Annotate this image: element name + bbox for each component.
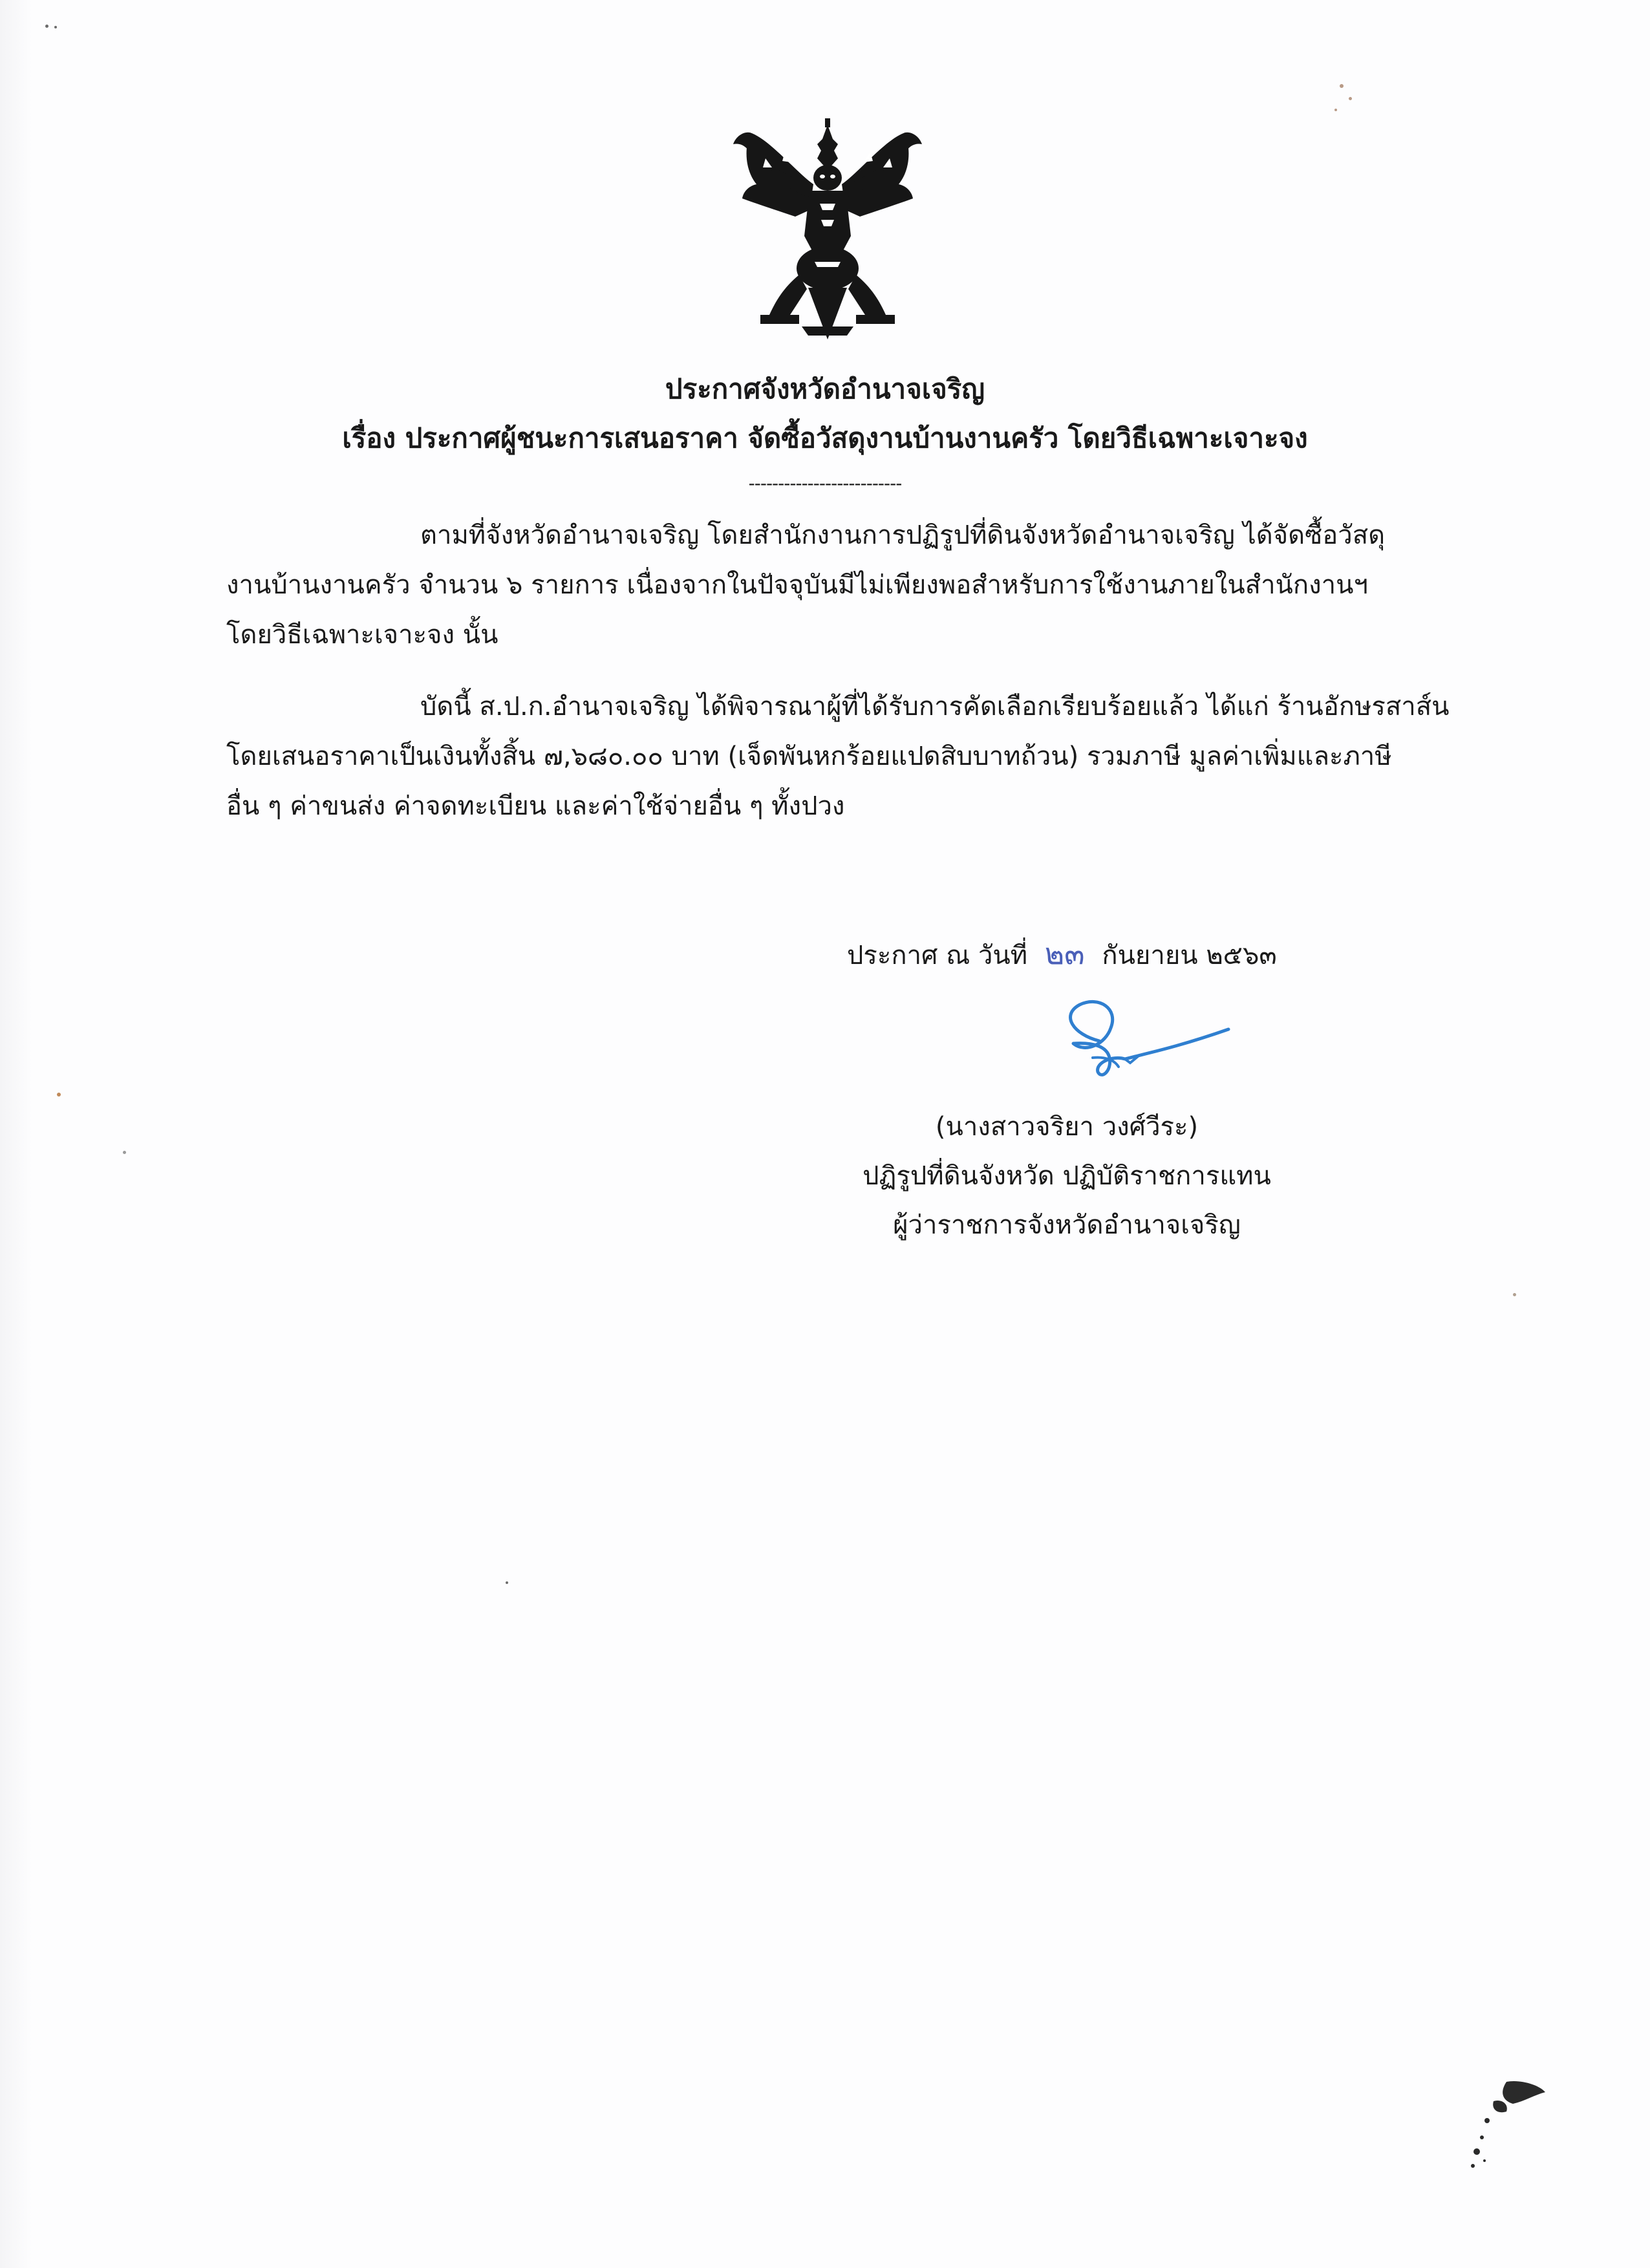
announcement-date [847, 931, 1277, 978]
paragraph-2-line-2: โดยเสนอราคาเป็นเงินทั้งสิ้น ๗,๖๘๐.๐๐ บาท (เจ็ดพันหกร้อยแปดสิบบาทถ้วน) รวมภาษี มูลค่าเพิ่มและภาษี [226, 742, 1392, 771]
scan-speck [1513, 1293, 1516, 1296]
paragraph-2-line-1: บัดนี้ ส.ป.ก.อำนาจเจริญ ได้พิจารณาผู้ที่ได้รับการคัดเลือกเรียบร้อยแล้ว ได้แก่ ร้านอักษรสาส์น [420, 692, 1450, 722]
scan-speck [123, 1151, 126, 1154]
scan-speck [54, 26, 57, 28]
title-separator: -------------------------- [748, 473, 902, 494]
paragraph-1-line-2: งานบ้านงานครัว จำนวน ๖ รายการ เนื่องจากในปัจจุบันมีไม่เพียงพอสำหรับการใช้งานภายในสำนักงานฯ [226, 570, 1368, 600]
scan-speck [57, 1093, 61, 1097]
paragraph-2 [226, 682, 1448, 831]
signer-name: (นางสาวจริยา วงศ์วีระ) [935, 1112, 1199, 1142]
signer-position-2: ผู้ว่าราชการจังหวัดอำนาจเจริญ [893, 1210, 1241, 1240]
signer-position-1: ปฏิรูปที่ดินจังหวัด ปฏิบัติราชการแทน [862, 1161, 1271, 1191]
announcement-month-year: กันยายน ๒๕๖๓ [1102, 941, 1277, 970]
paragraph-1-line-1: ตามที่จังหวัดอำนาจเจริญ โดยสำนักงานการปฏิรูปที่ดินจังหวัดอำนาจเจริญ ได้จัดซื้อวัสดุ [420, 520, 1386, 550]
announcement-date-prefix: ประกาศ ณ วันที่ [847, 941, 1028, 970]
scan-edge-shadow [0, 0, 32, 2268]
paragraph-2-line-3: อื่น ๆ ค่าขนส่ง ค่าจดทะเบียน และค่าใช้จ่ายอื่น ๆ ทั้งปวง [226, 791, 845, 821]
document-subject: เรื่อง ประกาศผู้ชนะการเสนอราคา จัดซื้อวัสดุงานบ้านงานครัว โดยวิธีเฉพาะเจาะจง [342, 422, 1308, 454]
scan-speck [1340, 84, 1344, 88]
paragraph-1-line-3: โดยวิธีเฉพาะเจาะจง นั้น [226, 620, 498, 650]
scan-speck [1349, 97, 1352, 100]
ink-smudge [1468, 2075, 1552, 2179]
scan-speck [45, 25, 48, 28]
document-title: ประกาศจังหวัดอำนาจเจริญ [665, 373, 985, 405]
announcement-day-handwritten: ๒๓ [1044, 936, 1085, 971]
paragraph-1 [226, 511, 1448, 660]
garuda-emblem-icon [724, 113, 931, 346]
handwritten-signature-icon [1047, 996, 1235, 1093]
scan-speck [506, 1581, 508, 1584]
scan-speck [1334, 109, 1337, 111]
